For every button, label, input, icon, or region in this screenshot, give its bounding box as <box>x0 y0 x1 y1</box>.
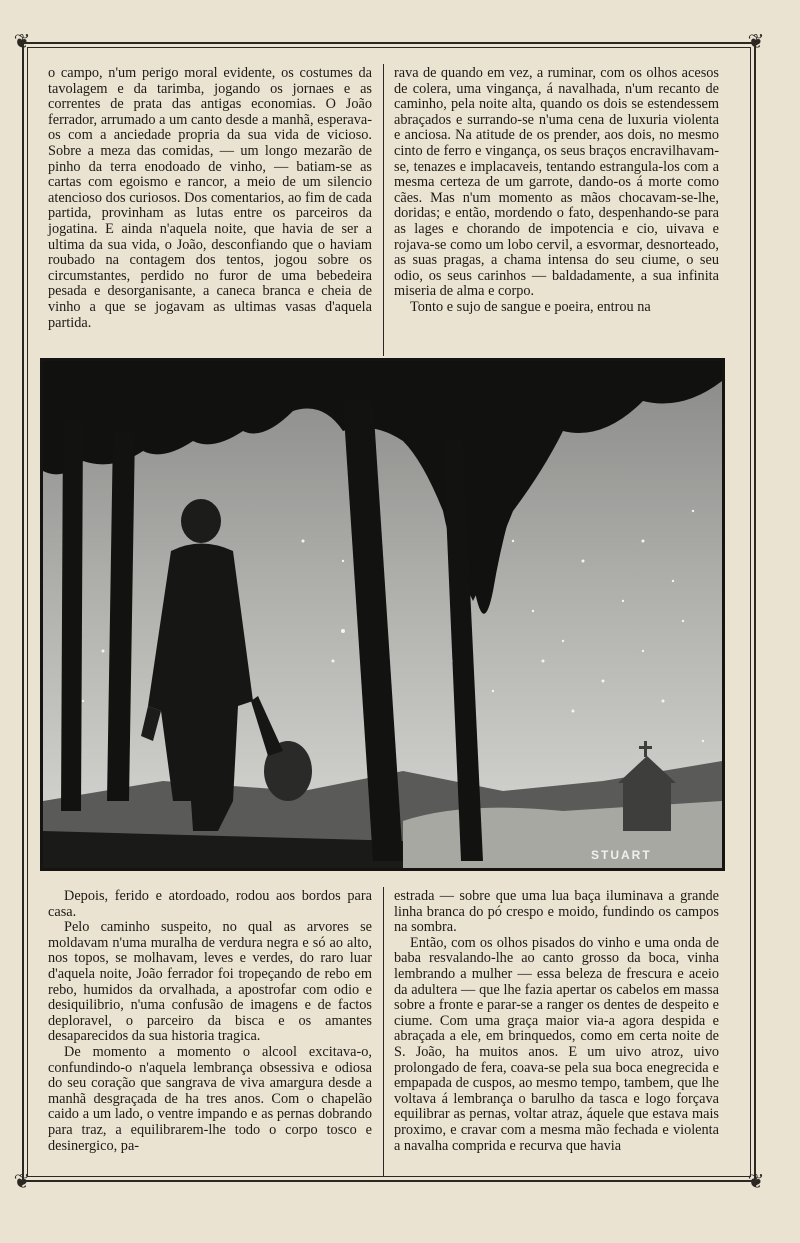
text-column-bottom-left <box>48 889 372 1154</box>
paragraph: De momento a momento o alcool excitava-o, confundindo-o n'aquela lembrança obsessiva e odiosa do seu coração que sangrava de viva amargura desde a manhã desgraçada de ha tres anos. Com o chapelão caido a um lado, o ventre impando e as pernas dobrando para traz, a equilibrarem-lhe todo o corpo tosco e desinergico, pa- <box>48 1043 372 1154</box>
corner-ornament-icon: ❦ <box>13 1171 31 1193</box>
paragraph: Pelo caminho suspeito, no qual as arvores se moldavam n'uma muralha de verdura negra e só ao alto, nos topos, se molhavam, leves e verdes, do raro luar d'aquela noite, João ferrador foi tropeçando de rebo em rebo, humidos da orvalhada, a apostrofar com odio e desiquilibrio, n'uma confusão de imagens e de factos deploravel, o parceiro da bisca e os amantes desaparecidos da sua historia tragica. <box>48 919 372 1045</box>
paragraph: rava de quando em vez, a ruminar, com os olhos acesos de colera, uma vingança, á navalhada, n'um recanto de caminho, pela noite alta, quando os dois se estendessem abraçados e surrando-se n'uma cena de luxuria violenta e anciosa. Na atitude de os prender, aos dois, no mesmo cinto de ferro e vingança, os seus braços encravilhavam-se, tenazes e implacaveis, tentando estrangula-los com a mesma certeza de um garrote, dando-os á morte como cães. Mas n'um momento as mãos chocavam-se-lhe, doridas; e então, mordendo o fato, despenhando-se para as lages e chorando de impotencia e cio, uivava e rojava-se como um lobo cervil, a esvormar, desnorteado, as suas pragas, a chama intensa do seu ciume, o seu odio, os seus carinhos — baldadamente, a sua infinita miseria de alma e corpo. <box>394 65 719 300</box>
column-divider <box>383 887 384 1177</box>
column-divider <box>383 64 384 356</box>
paragraph: Depois, ferido e atordoado, rodou aos bordos para casa. <box>48 888 372 920</box>
illustration-night-scene <box>40 358 725 871</box>
paragraph: Tonto e sujo de sangue e poeira, entrou na <box>410 298 651 315</box>
corner-ornament-icon: ❦ <box>13 31 31 53</box>
paragraph: o campo, n'um perigo moral evidente, os costumes da tavolagem e da tarimba, jogando os jornaes e as correntes de prata das antigas economias. O João ferrador, arrumado a um canto desde a manhã, esperava-os com a anciedade propria da sua vida de vicioso. Sobre a meza das comidas, — um longo mezarão de pinho da terra enodoado de vinho, — batiam-se as cartas com egoismo e rancor, a meio de um silencio atencioso dos curiosos. Dos comentarios, ao fim de cada partida, provinham as lutas entre os parceiros da jogatina. E ainda n'aquela noite, que havia de ser a ultima da sua vida, o João, desconfiando que o haviam roubado na contagem dos tentos, jogou sobre os circumstantes, perdido no furor de uma bebedeira pesada e desorganisante, a caneca branca e cheia de vinho a que se jogavam as ultimas vasas d'aquela partida. <box>48 65 372 331</box>
text-column-top-right <box>394 66 719 316</box>
paragraph: Então, com os olhos pisados do vinho e uma onda de baba resvalando-lhe ao canto grosso da boca, vinha lembrando a mulher — essa beleza de frescura e aceio da adultera — que lhe fazia apertar os cabelos em massa sobre a fronte e parar-se a ranger os dentes de despeito e ciume. Com uma graça maior via-a agora despida e abraçada a ele, em brinquedos, como em certa noite de S. João, ha muitos anos. E um uivo atroz, uivo prolongado de fera, coava-se pela sua boca enegrecida e empapada de cuspos, ao mesmo tempo, tambem, que lhe voltava á lembrança o barulho da tasca e logo forçava equilibrar as pernas, voltar atraz, áquele que estava mais proximo, e cravar com a mesma mão fechada e violenta a navalha comprida e recurva que havia <box>394 934 719 1154</box>
text-column-bottom-right <box>394 889 719 1154</box>
road <box>403 801 722 868</box>
paragraph: estrada — sobre que uma lua baça iluminava a grande linha branca do pó crespo e moido, fundindo os campos na sombra. <box>394 888 719 936</box>
corner-ornament-icon: ❦ <box>747 1171 765 1193</box>
corner-ornament-icon: ❦ <box>747 31 765 53</box>
artist-signature: STUART <box>591 848 652 862</box>
text-column-top-left <box>48 66 372 331</box>
